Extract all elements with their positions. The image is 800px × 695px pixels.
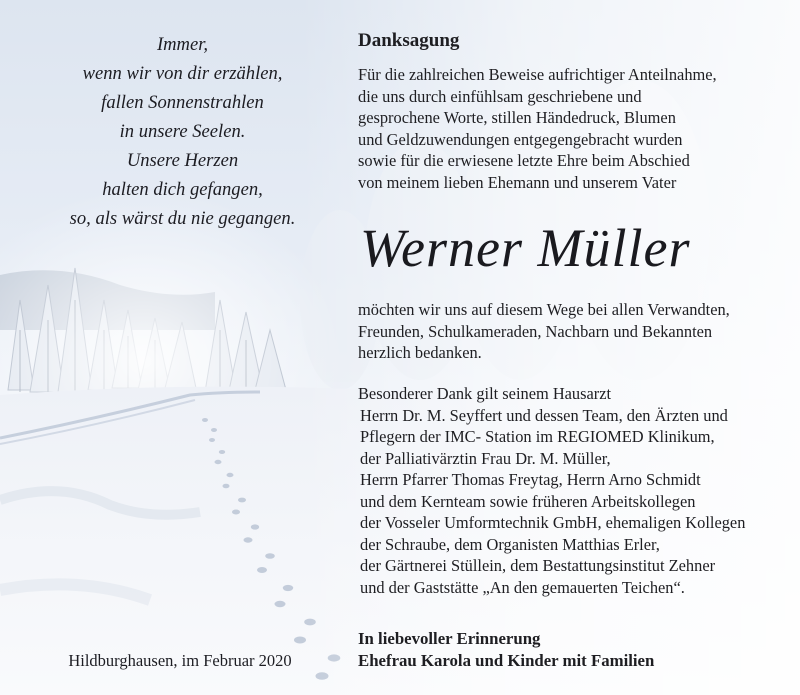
memorial-poem: [40, 30, 325, 233]
text-line: herzlich bedanken.: [358, 343, 482, 362]
special-thanks-paragraph: [358, 383, 745, 598]
deceased-name: Werner Müller: [360, 218, 691, 278]
text-line: und Geldzuwendungen entgegengebracht wurden: [358, 129, 683, 149]
text-line: sowie für die erwiesene letzte Ehre beim Abschied: [358, 151, 690, 170]
poem-line: halten dich gefangen,: [102, 179, 263, 200]
text-line: der Vosseler Umformtechnik GmbH, ehemaligen Kollegen: [360, 513, 746, 532]
signers: Ehefrau Karola und Kinder mit Familien: [358, 650, 655, 670]
text-line: möchten wir uns auf diesem Wege bei allen Verwandten,: [358, 300, 730, 319]
text-line: Freunden, Schulkameraden, Nachbarn und Bekannten: [358, 321, 713, 341]
thanks-paragraph: [358, 299, 730, 364]
text-line: der Schraube, dem Organisten Matthias Erler,: [360, 534, 660, 554]
text-line: Besonderer Dank gilt seinem Hausarzt: [358, 384, 612, 403]
text-line: die uns durch einfühlsam geschriebene und: [358, 86, 642, 106]
text-line: Pflegern der IMC- Station im REGIOMED Klinikum,: [360, 427, 715, 446]
text-line: der Gärtnerei Stüllein, dem Bestattungsinstitut Zehner: [360, 556, 716, 575]
text-line: Herrn Pfarrer Thomas Freytag, Herrn Arno Schmidt: [360, 470, 701, 489]
poem-line: fallen Sonnenstrahlen: [101, 92, 264, 113]
poem-line: wenn wir von dir erzählen,: [82, 63, 283, 84]
poem-line: Immer,: [156, 34, 209, 55]
poem-line: so, als wärst du nie gegangen.: [69, 208, 296, 229]
text-line: und der Gaststätte „An den gemauerten Teichen“.: [360, 577, 685, 597]
text-line: der Palliativärztin Frau Dr. M. Müller,: [360, 448, 611, 468]
closing-signature: [358, 628, 654, 671]
place-and-date: Hildburghausen, im Februar 2020: [68, 651, 292, 670]
poem-line: in unsere Seelen.: [119, 121, 246, 142]
heading: Danksagung: [358, 30, 460, 51]
closing-line: In liebevoller Erinnerung: [358, 629, 541, 648]
poem-line: Unsere Herzen: [126, 150, 239, 171]
text-line: gesprochene Worte, stillen Händedruck, Blumen: [358, 108, 676, 127]
intro-paragraph: [358, 64, 717, 193]
text-line: Herrn Dr. M. Seyffert und dessen Team, den Ärzten und: [360, 405, 728, 425]
text-line: und dem Kernteam sowie früheren Arbeitskollegen: [360, 491, 696, 511]
text-line: Für die zahlreichen Beweise aufrichtiger Anteilnahme,: [358, 65, 717, 84]
text-line: von meinem lieben Ehemann und unserem Vater: [358, 172, 677, 192]
